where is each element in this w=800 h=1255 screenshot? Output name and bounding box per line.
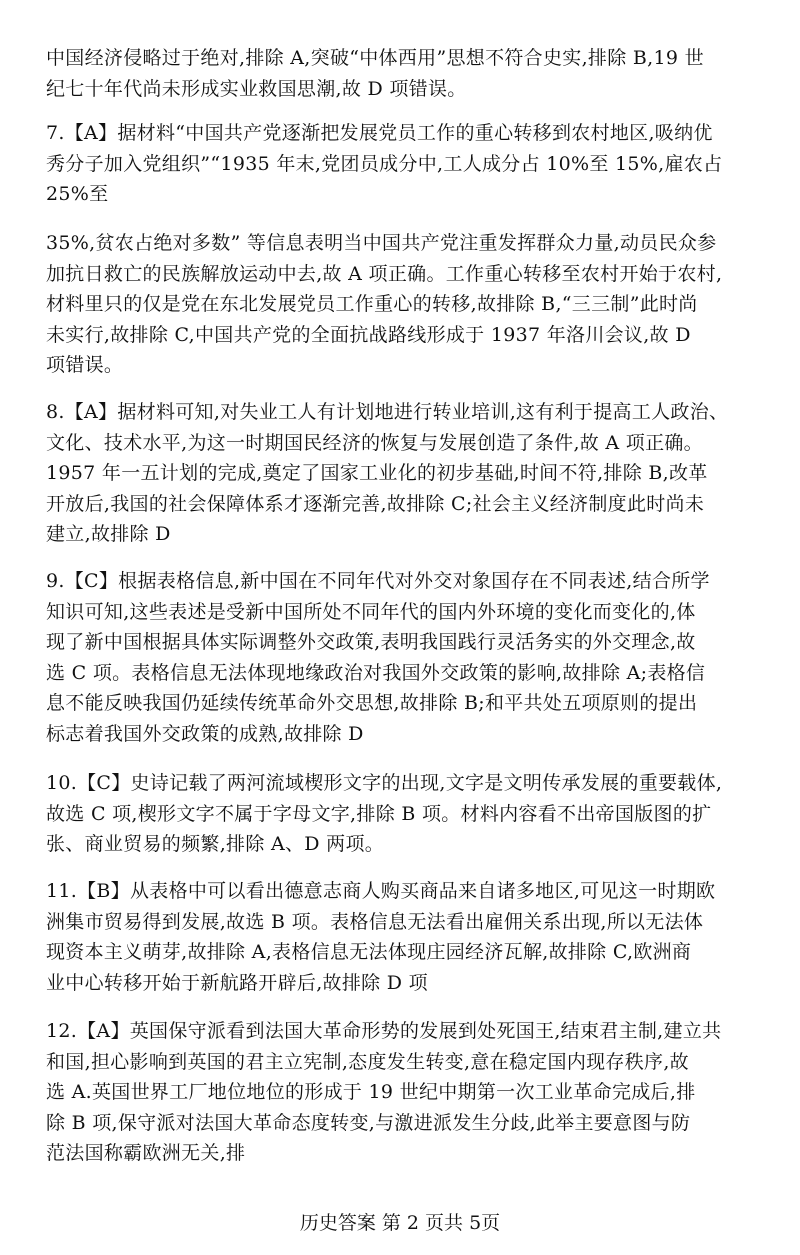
answer-7-part-1 [46,118,762,210]
text-line: 加抗日救亡的民族解放运动中去,故 A 项正确。工作重心转移至农村开始于农村, [46,262,723,285]
text-line: 知识可知,这些表述是受新中国所处不同年代的国内外环境的变化而变化的,体 [46,600,696,623]
text-line: 现了新中国根据具体实际调整外交政策,表明我国践行灵活务实的外交理念,故 [46,631,696,653]
text-line: 开放后,我国的社会保障体系才逐渐完善,故排除 C;社会主义经济制度此时尚未 [46,492,705,515]
page-footer: 历史答案 第 2 页共 5页 [299,1212,501,1234]
text-line: 秀分子加入党组织”“1935 年末,党团员成分中,工人成分占 10%至 15%,雇农占 [46,152,723,175]
text-line: 9.【C】根据表格信息,新中国在不同年代对外交对象国存在不同表述,结合所学 [46,570,710,592]
text-line: 息不能反映我国仍延续传统革命外交思想,故排除 B;和平共处五项原则的提出 [46,692,698,714]
text-line: 25%至 [46,183,109,205]
text-line: 故选 C 项,楔形文字不属于字母文字,排除 B 项。材料内容看不出帝国版图的扩 [46,802,712,825]
text-line: 业中心转移开始于新航路开辟后,故排除 D 项 [46,971,428,994]
answer-10 [46,768,762,860]
text-line: 现资本主义萌芽,故排除 A,表格信息无法体现庄园经济瓦解,故排除 C,欧洲商 [46,941,692,963]
text-line: 选 A.英国世界工厂地位地位的形成于 19 世纪中期第一次工业革命完成后,排 [46,1081,696,1103]
text-line: 材料里只的仅是党在东北发展党员工作重心的转移,故排除 B,“三三制”此时尚 [46,293,698,315]
text-line: 除 B 项,保守派对法国大革命态度转变,与激进派发生分歧,此举主要意图与防 [46,1111,691,1134]
text-line: 未实行,故排除 C,中国共产党的全面抗战路线形成于 1937 年洛川会议,故 D [46,323,691,346]
text-line: 范法国称霸欧洲无关,排 [46,1142,246,1164]
text-line: 7.【A】据材料“中国共产党逐渐把发展党员工作的重心转移到农村地区,吸纳优 [46,122,713,144]
text-line: 8.【A】据材料可知,对失业工人有计划地进行转业培训,这有利于提高工人政治、 [46,401,729,423]
text-line: 标志着我国外交政策的成熟,故排除 D [46,722,364,745]
text-line: 和国,担心影响到英国的君主立宪制,态度发生转变,意在稳定国内现存秩序,故 [46,1050,689,1073]
text-line: 张、商业贸易的频繁,排除 A、D 两项。 [46,833,385,855]
text-line: 1957 年一五计划的完成,奠定了国家工业化的初步基础,时间不符,排除 B,改革 [46,462,708,484]
text-line: 35%,贫农占绝对多数” 等信息表明当中国共产党注重发挥群众力量,动员民众参 [46,232,717,254]
text-line: 文化、技术水平,为这一时期国民经济的恢复与发展创造了条件,故 A 项正确。 [46,431,703,454]
answer-11 [46,876,762,998]
text-line: 中国经济侵略过于绝对,排除 A,突破“中体西用”思想不符合史实,排除 B,19 世 [46,47,704,69]
text-line: 洲集市贸易得到发展,故选 B 项。表格信息无法看出雇佣关系出现,所以无法体 [46,910,704,933]
paragraph-continuation [46,43,762,104]
text-line: 选 C 项。表格信息无法体现地缘政治对我国外交政策的影响,故排除 A;表格信 [46,661,706,684]
text-line: 项错误。 [46,354,124,376]
answer-12 [46,1016,762,1169]
answer-8 [46,397,762,550]
text-line: 12.【A】英国保守派看到法国大革命形势的发展到处死国王,结束君主制,建立共 [46,1020,722,1042]
text-line: 10.【C】史诗记载了两河流域楔形文字的出现,文字是文明传承发展的重要载体, [46,772,723,794]
text-line: 纪七十年代尚未形成实业救国思潮,故 D 项错误。 [46,77,467,100]
answer-9 [46,566,762,749]
answer-7-part-2 [46,228,762,381]
text-line: 建立,故排除 D [46,523,171,545]
text-line: 11.【B】从表格中可以看出德意志商人购买商品来自诸多地区,可见这一时期欧 [46,880,716,902]
